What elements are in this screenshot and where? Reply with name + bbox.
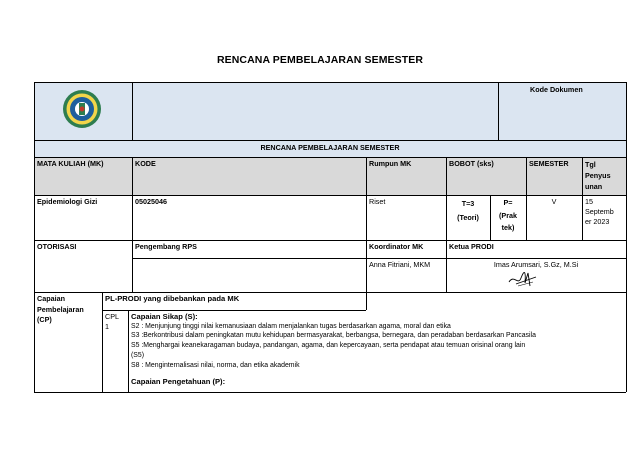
signature-icon [506, 268, 540, 290]
rps-band-title: RENCANA PEMBELAJARAN SEMESTER [34, 140, 626, 157]
logo-cell [34, 82, 132, 140]
table-rule [490, 195, 491, 240]
table-rule [132, 258, 626, 259]
sikap-title: Capaian Sikap (S): [131, 312, 198, 321]
kode-value: 05025046 [135, 197, 167, 206]
table-rule [34, 157, 626, 158]
mata-kuliah-value: Epidemiologi Gizi [37, 197, 98, 206]
cpl-number [102, 310, 128, 392]
table-rule [446, 157, 447, 292]
kode-label: KODE [132, 157, 366, 195]
rumpun-value: Riset [369, 197, 386, 206]
rumpun-label: Rumpun MK [366, 157, 446, 195]
mata-kuliah-label: MATA KULIAH (MK) [34, 157, 132, 195]
tgl-label-line: Penyus [585, 171, 611, 180]
ketua-prodi-name: Imas Arumsari, S.Gz, M.Si [493, 260, 579, 269]
kode-dokumen-label: Kode Dokumen [498, 82, 626, 140]
table-rule [34, 82, 626, 83]
table-rule [132, 82, 133, 140]
koordinator-name: Anna Fitriani, MKM [369, 260, 431, 269]
pl-prodi-heading: PL-PRODI yang dibebankan pada MK [105, 294, 240, 303]
praktek-cell [490, 195, 526, 240]
p-value: P= [503, 198, 513, 207]
semester-label: SEMESTER [526, 157, 582, 195]
cp-label [34, 292, 102, 392]
header-blank-cell [132, 82, 498, 140]
tgl-value [582, 195, 626, 240]
cp-label-line: (CP) [37, 315, 52, 324]
university-seal-icon [62, 89, 102, 129]
koordinator-label: Koordinator MK [369, 242, 424, 251]
tgl-value-line: Septemb [585, 207, 614, 216]
page-title: RENCANA PEMBELAJARAN SEMESTER [216, 54, 424, 66]
table-rule [498, 82, 499, 140]
cp-item: S2 : Menjunjung tinggi nilai kemanusiaan dalam menjalankan tugas berdasarkan agama, moral dan etika [131, 322, 451, 330]
otorisasi-label: OTORISASI [37, 242, 77, 251]
semester-value: V [551, 197, 557, 206]
tgl-label-line: Tgl [585, 160, 596, 169]
tgl-value-line: 15 [585, 197, 593, 206]
pengetahuan-title: Capaian Pengetahuan (P): [131, 377, 226, 387]
cp-item: S3 :Berkontribusi dalam peningkatan mutu kehidupan bermasyarakat, berbangsa, bernegara, dan peradaban berdasarkan Pancasila [131, 332, 536, 340]
cp-item: (S5) [131, 351, 145, 359]
table-rule [34, 292, 626, 293]
table-rule [128, 310, 129, 392]
cp-label-line: Capaian [37, 294, 65, 303]
table-rule [34, 392, 626, 393]
table-rule [526, 157, 527, 240]
table-rule [582, 157, 583, 240]
cpl-label-line: 1 [105, 321, 109, 331]
t-value: T=3 [461, 199, 475, 208]
table-rule [132, 157, 133, 292]
p-note: (Prak [499, 210, 517, 220]
ketua-prodi-label: Ketua PRODI [449, 242, 494, 251]
cp-label-line: Pembelajaran [37, 304, 84, 314]
table-rule [626, 82, 627, 392]
t-note: (Teori) [457, 213, 479, 222]
cpl-label-line: CPL [105, 312, 119, 321]
teori-cell [446, 195, 490, 240]
table-rule [34, 140, 626, 141]
table-rule [34, 82, 35, 392]
tgl-penyusunan-label [582, 157, 626, 195]
tgl-value-line: er 2023 [585, 217, 610, 226]
capaian-content [128, 310, 626, 392]
cp-item: S5 :Menghargai keanekaragaman budaya, pandangan, agama, dan kepercayaan, serta pendapat atau temuan orisinal orang lain [131, 342, 526, 350]
p-note: tek) [501, 223, 515, 232]
tgl-label-line: unan [585, 182, 603, 191]
table-rule [102, 310, 366, 311]
table-rule [34, 240, 626, 241]
cp-item: S8 : Menginternalisasi nilai, norma, dan etika akademik [131, 361, 300, 369]
table-rule [102, 292, 103, 392]
table-rule [34, 195, 626, 196]
table-rule [366, 157, 367, 310]
bobot-label: BOBOT (sks) [446, 157, 526, 195]
pengembang-rps-value [132, 258, 366, 292]
pengembang-rps-label: Pengembang RPS [135, 242, 197, 251]
